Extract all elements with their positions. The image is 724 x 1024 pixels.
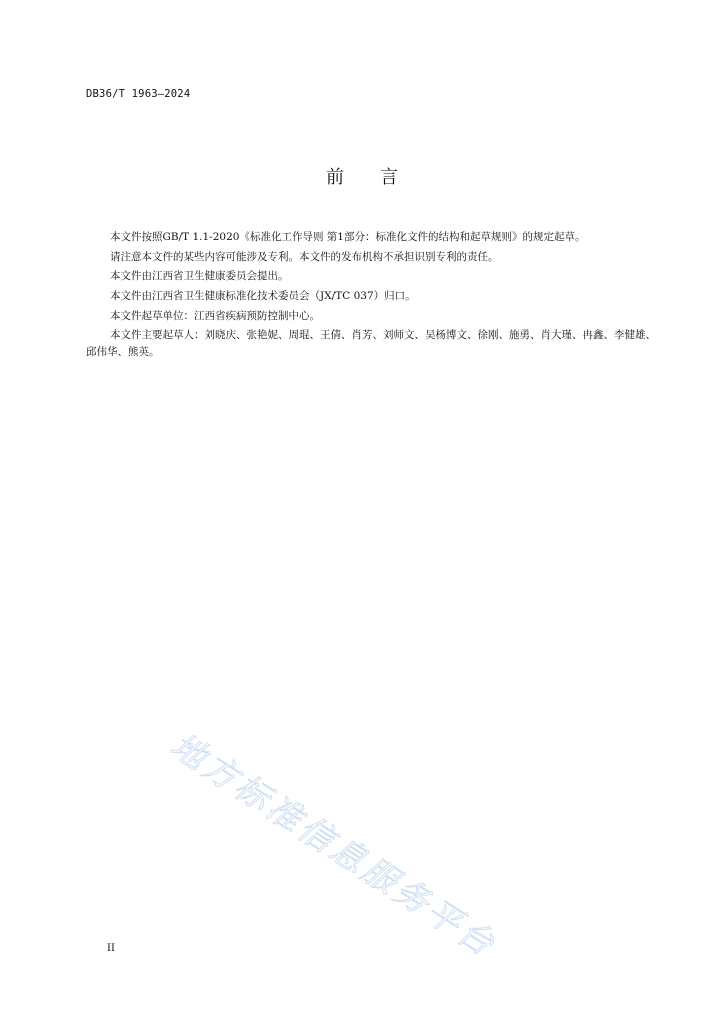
title-char-1: 前 [326, 167, 344, 188]
paragraph-patent-notice: 请注意本文件的某些内容可能涉及专利。本文件的发布机构不承担识别专利的责任。 [110, 250, 499, 263]
document-code: DB36/T 1963—2024 [86, 88, 191, 100]
watermark: 地方标准信息服务平台 [163, 725, 504, 967]
page-title [0, 163, 724, 189]
title-char-2: 言 [380, 167, 398, 188]
paragraph-drafting-rules: 本文件按照GB/T 1.1-2020《标准化工作导则 第1部分：标准化文件的结构和起草规则》的规定起草。 [110, 231, 586, 243]
foreword-body [86, 229, 656, 364]
paragraph-proposer: 本文件由江西省卫生健康委员会提出。 [110, 270, 289, 283]
paragraph-committee: 本文件由江西省卫生健康标准化技术委员会（JX/TC 037）归口。 [110, 290, 416, 303]
paragraph-drafters: 本文件主要起草人：刘晓庆、张艳妮、周琨、王倩、肖芳、刘师文、吴杨博文、徐刚、施勇、肖大瑾、冉鑫、李健雄、邱伟华、熊英。 [86, 329, 656, 358]
page-number: II [107, 943, 115, 954]
paragraph-drafting-unit: 本文件起草单位：江西省疾病预防控制中心。 [110, 309, 320, 322]
